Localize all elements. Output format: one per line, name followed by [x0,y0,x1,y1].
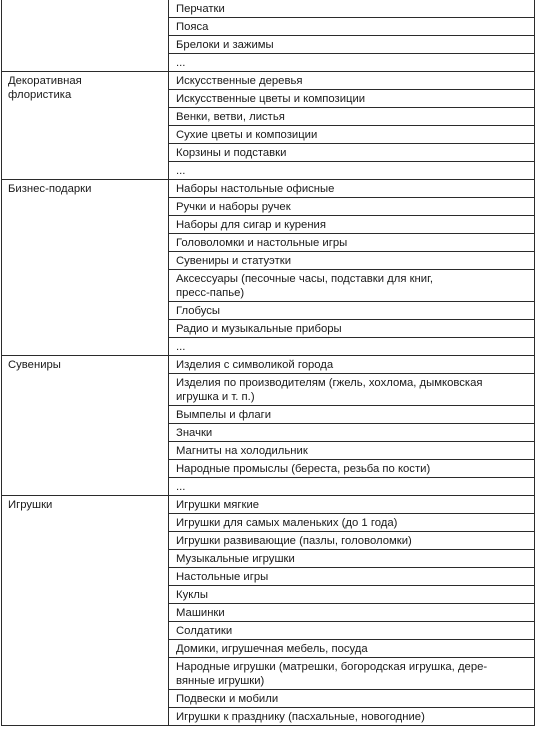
item-cell [169,180,535,198]
item-cell [169,496,535,514]
category-cell [2,0,169,72]
item-label: Венки, ветви, листья [176,111,285,123]
item-cell [169,658,535,690]
item-label: Глобусы [176,305,220,317]
category-label: Декоративная флористика [8,75,82,101]
table-row [2,496,535,514]
item-label: Домики, игрушечная мебель, посуда [176,643,368,655]
item-label: Настольные игры [176,571,269,583]
item-label: Подвески и мобили [176,693,279,705]
item-label: ... [176,165,186,177]
item-cell [169,90,535,108]
category-cell [2,72,169,180]
item-label: Радио и музыкальные приборы [176,323,342,335]
item-label: Сувениры и статуэтки [176,255,291,267]
item-cell [169,108,535,126]
item-label: Пояса [176,21,209,33]
item-label: Наборы для сигар и курения [176,219,326,231]
item-label: Солдатики [176,625,233,637]
item-label: Вымпелы и флаги [176,409,272,421]
item-cell [169,478,535,496]
item-cell [169,252,535,270]
item-cell [169,18,535,36]
item-label: Сухие цветы и композиции [176,129,318,141]
item-label: Куклы [176,589,209,601]
item-cell [169,424,535,442]
item-label: Головоломки и настольные игры [176,237,348,249]
item-label: Музыкальные игрушки [176,553,295,565]
category-cell [2,180,169,356]
item-label: Игрушки мягкие [176,499,260,511]
item-label: ... [176,341,186,353]
item-cell [169,550,535,568]
item-label: ... [176,481,186,493]
item-cell [169,622,535,640]
item-label: Народные промыслы (береста, резьба по кости) [176,463,431,475]
item-cell [169,162,535,180]
item-label: ... [176,57,186,69]
item-cell [169,36,535,54]
item-cell [169,270,535,302]
item-cell [169,568,535,586]
table-row [2,356,535,374]
table-row [2,180,535,198]
item-cell [169,406,535,424]
item-label: Брелоки и зажимы [176,39,274,51]
item-cell [169,640,535,658]
item-cell [169,144,535,162]
item-cell [169,0,535,18]
item-cell [169,72,535,90]
item-cell [169,216,535,234]
item-label: Машинки [176,607,225,619]
category-label: Бизнес-подарки [8,183,92,195]
item-label: Значки [176,427,213,439]
item-cell [169,356,535,374]
item-cell [169,514,535,532]
category-label: Игрушки [8,499,53,511]
item-label: Народные игрушки (матрешки, богородская игрушка, дере- вянные игрушки) [176,661,488,687]
item-cell [169,460,535,478]
item-label: Искусственные деревья [176,75,303,87]
item-label: Наборы настольные офисные [176,183,335,195]
item-cell [169,320,535,338]
item-cell [169,690,535,708]
item-label: Корзины и подставки [176,147,287,159]
item-cell [169,708,535,726]
item-cell [169,532,535,550]
item-label: Изделия по производителям (гжель, хохлома, дымковская игрушка и т. п.) [176,377,483,403]
item-label: Перчатки [176,3,225,15]
item-cell [169,198,535,216]
item-cell [169,604,535,622]
item-cell [169,442,535,460]
item-cell [169,126,535,144]
item-cell [169,54,535,72]
item-label: Аксессуары (песочные часы, подставки для книг, пресс-папье) [176,273,433,299]
item-label: Игрушки к празднику (пасхальные, новогодние) [176,711,425,723]
item-cell [169,302,535,320]
item-label: Магниты на холодильник [176,445,308,457]
item-cell [169,234,535,252]
item-cell [169,374,535,406]
item-label: Игрушки развивающие (пазлы, головоломки) [176,535,412,547]
item-label: Ручки и наборы ручек [176,201,291,213]
table-row [2,0,535,18]
category-table [1,0,535,726]
item-label: Искусственные цветы и композиции [176,93,366,105]
category-table-body [2,0,535,726]
item-cell [169,338,535,356]
category-cell [2,356,169,496]
table-row [2,72,535,90]
item-label: Игрушки для самых маленьких (до 1 года) [176,517,398,529]
category-cell [2,496,169,726]
category-label: Сувениры [8,359,61,371]
item-label: Изделия с символикой города [176,359,334,371]
item-cell [169,586,535,604]
